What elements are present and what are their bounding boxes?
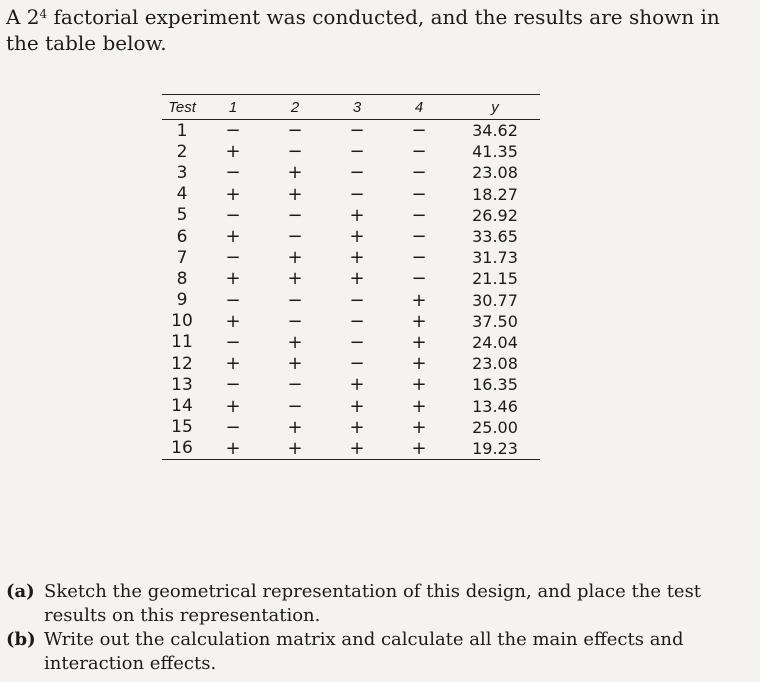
factor-2-level: − (287, 289, 303, 311)
test-number: 1 (176, 120, 188, 141)
factor-4-level: + (411, 331, 427, 353)
factor-4-level: + (411, 395, 427, 417)
table-row (162, 374, 540, 395)
factor-1-level: + (225, 226, 241, 248)
factor-3-level: + (349, 247, 365, 269)
response-value: 19.23 (450, 438, 540, 460)
question-label: (b) (6, 629, 36, 650)
factor-2-level: + (287, 162, 303, 184)
factor-2-level: − (287, 204, 303, 226)
header-factor-2: 2 (264, 95, 326, 120)
factor-1-level: − (225, 247, 241, 269)
table-row (162, 311, 540, 332)
table-row (162, 438, 540, 460)
response-value: 13.46 (472, 396, 518, 416)
factor-1-level: − (225, 374, 241, 396)
header-factor-1: 1 (202, 95, 264, 120)
factor-1-level: + (225, 141, 241, 163)
table-row (162, 162, 540, 183)
table-row (162, 268, 540, 289)
factor-1-level: + (225, 395, 241, 417)
factor-3-level: − (349, 183, 365, 205)
response-value: 34.62 (472, 121, 518, 141)
factor-2-level: + (287, 416, 303, 438)
factor-2-level: + (287, 331, 303, 353)
factor-2-level: + (287, 183, 303, 205)
test-number: 5 (176, 205, 188, 226)
response-value: 41.35 (472, 142, 518, 162)
factor-1-level: + (202, 438, 264, 460)
test-number: 16 (162, 438, 202, 460)
response-value: 31.73 (472, 248, 518, 268)
table-body (162, 120, 540, 460)
factor-2-level: + (264, 438, 326, 460)
test-number: 3 (176, 162, 188, 183)
factor-2-level: − (287, 141, 303, 163)
factor-2-level: + (287, 247, 303, 269)
table-row (162, 205, 540, 226)
factor-4-level: + (411, 289, 427, 311)
factor-4-level: + (411, 353, 427, 375)
factor-3-level: − (349, 353, 365, 375)
test-number: 6 (176, 226, 188, 247)
factor-1-level: − (225, 162, 241, 184)
header-test: Test (162, 95, 202, 120)
factor-3-level: + (349, 204, 365, 226)
exponent: 4 (39, 7, 48, 21)
header-factor-3: 3 (326, 95, 388, 120)
question-list (6, 580, 758, 676)
test-number: 14 (171, 396, 193, 417)
factor-1-level: + (225, 310, 241, 332)
table-row (162, 290, 540, 311)
question-text: Sketch the geometrical representation of this design, and place the test results on this representation. (44, 581, 702, 626)
factor-4-level: − (411, 162, 427, 184)
question-a (6, 580, 758, 628)
response-value: 24.04 (472, 332, 518, 352)
factor-1-level: − (225, 289, 241, 311)
factorial-table (162, 94, 540, 460)
factor-4-level: − (411, 183, 427, 205)
factor-3-level: − (349, 120, 365, 142)
question-b (6, 628, 758, 676)
intro-text-start: A 2 (6, 5, 40, 29)
response-value: 30.77 (472, 290, 518, 310)
factor-2-level: − (287, 226, 303, 248)
factor-2-level: − (287, 120, 303, 142)
factor-3-level: + (349, 268, 365, 290)
factor-2-level: − (287, 374, 303, 396)
test-number: 2 (176, 141, 188, 162)
factor-3-level: + (349, 395, 365, 417)
factor-4-level: − (411, 204, 427, 226)
factor-4-level: − (411, 226, 427, 248)
test-number: 15 (171, 417, 193, 438)
factor-3-level: + (349, 374, 365, 396)
factor-1-level: − (225, 120, 241, 142)
response-value: 23.08 (472, 354, 518, 374)
test-number: 8 (176, 268, 188, 289)
test-number: 10 (171, 311, 193, 332)
intro-text-end: factorial experiment was conducted, and the results are shown in the table below. (6, 5, 720, 55)
factor-3-level: + (349, 416, 365, 438)
response-value: 25.00 (472, 417, 518, 437)
problem-intro (6, 4, 756, 56)
factor-4-level: − (411, 141, 427, 163)
header-y: y (450, 95, 540, 120)
header-factor-4: 4 (388, 95, 450, 120)
response-value: 16.35 (472, 375, 518, 395)
table-row (162, 184, 540, 205)
factor-1-level: + (225, 183, 241, 205)
table-row (162, 353, 540, 374)
response-value: 21.15 (472, 269, 518, 289)
test-number: 12 (171, 353, 193, 374)
factor-4-level: − (411, 120, 427, 142)
test-number: 4 (176, 184, 188, 205)
factor-4-level: + (411, 310, 427, 332)
factor-4-level: − (411, 268, 427, 290)
factor-4-level: − (411, 247, 427, 269)
table-row (162, 141, 540, 162)
response-value: 26.92 (472, 205, 518, 225)
test-number: 11 (171, 332, 193, 353)
response-value: 18.27 (472, 184, 518, 204)
response-value: 37.50 (472, 311, 518, 331)
factor-1-level: − (225, 331, 241, 353)
table-header-row (162, 95, 540, 120)
test-number: 9 (176, 290, 188, 311)
factor-3-level: + (326, 438, 388, 460)
factor-3-level: + (349, 226, 365, 248)
factor-2-level: − (287, 310, 303, 332)
table-row (162, 332, 540, 353)
factor-3-level: − (349, 310, 365, 332)
factor-3-level: − (349, 289, 365, 311)
table-row (162, 395, 540, 416)
response-value: 33.65 (472, 227, 518, 247)
factor-1-level: − (225, 204, 241, 226)
factor-3-level: − (349, 331, 365, 353)
factor-3-level: − (349, 162, 365, 184)
test-number: 7 (176, 247, 188, 268)
factor-4-level: + (388, 438, 450, 460)
factor-1-level: + (225, 268, 241, 290)
factor-1-level: + (225, 353, 241, 375)
question-label: (a) (6, 581, 35, 602)
response-value: 23.08 (472, 163, 518, 183)
factor-4-level: + (411, 416, 427, 438)
factor-2-level: + (287, 353, 303, 375)
table-row (162, 247, 540, 268)
factor-4-level: + (411, 374, 427, 396)
factor-2-level: − (287, 395, 303, 417)
question-text: Write out the calculation matrix and calculate all the main effects and interaction effects. (44, 629, 684, 674)
factor-2-level: + (287, 268, 303, 290)
table-row (162, 226, 540, 247)
test-number: 13 (171, 374, 193, 395)
table-row (162, 120, 540, 142)
table-row (162, 417, 540, 438)
factor-1-level: − (225, 416, 241, 438)
factor-3-level: − (349, 141, 365, 163)
